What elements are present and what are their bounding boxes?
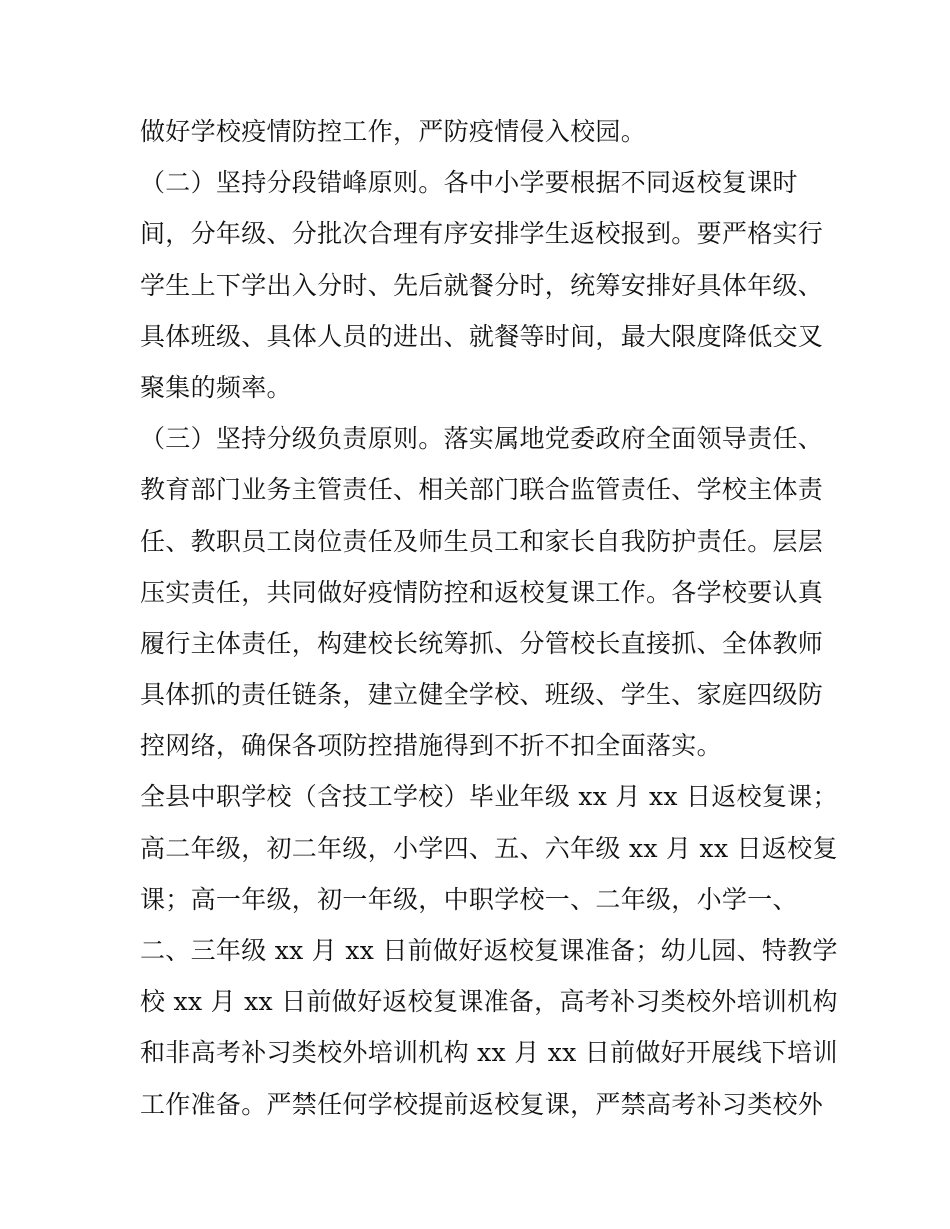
text-line: （二）坚持分段错峰原则。各中小学要根据不同返校复课时	[140, 168, 798, 198]
text-line: 做好学校疫情防控工作，严防疫情侵入校园。	[140, 117, 647, 146]
text-line: 控网络，确保各项防控措施得到不折不扣全面落实。	[140, 731, 722, 761]
text-line: 具体班级、具体人员的进出、就餐等时间，最大限度降低交叉	[140, 321, 824, 351]
text-line: 校 xx 月 xx 日前做好返校复课准备，高考补习类校外培训机构	[140, 987, 838, 1017]
text-line: 教育部门业务主管责任、相关部门联合监管责任、学校主体责	[140, 475, 824, 505]
text-line: 工作准备。严禁任何学校提前返校复课，严禁高考补习类校外	[140, 1089, 824, 1119]
text-line: 和非高考补习类校外培训机构 xx 月 xx 日前做好开展线下培训	[140, 1038, 838, 1068]
text-line: 全县中职学校（含技工学校）毕业年级 xx 月 xx 日返校复课；	[140, 782, 838, 812]
text-line: 具体抓的责任链条，建立健全学校、班级、学生、家庭四级防	[140, 680, 824, 710]
text-line: 高二年级，初二年级，小学四、五、六年级 xx 月 xx 日返校复	[140, 833, 838, 863]
text-line: 聚集的频率。	[140, 372, 292, 402]
text-line: 压实责任，共同做好疫情防控和返校复课工作。各学校要认真	[140, 577, 824, 607]
text-line: 履行主体责任，构建校长统筹抓、分管校长直接抓、全体教师	[140, 628, 824, 658]
body-text	[140, 106, 838, 1130]
text-line: 二、三年级 xx 月 xx 日前做好返校复课准备；幼儿园、特教学	[140, 936, 838, 965]
text-line: 学生上下学出入分时、先后就餐分时，统筹安排好具体年级、	[140, 270, 824, 300]
text-line: 任、教职员工岗位责任及师生员工和家长自我防护责任。层层	[140, 526, 824, 556]
text-line: 课；高一年级，初一年级，中职学校一、二年级，小学一、	[140, 884, 798, 914]
text-line: 间，分年级、分批次合理有序安排学生返校报到。要严格实行	[140, 219, 824, 249]
text-line: （三）坚持分级负责原则。落实属地党委政府全面领导责任、	[140, 424, 824, 454]
